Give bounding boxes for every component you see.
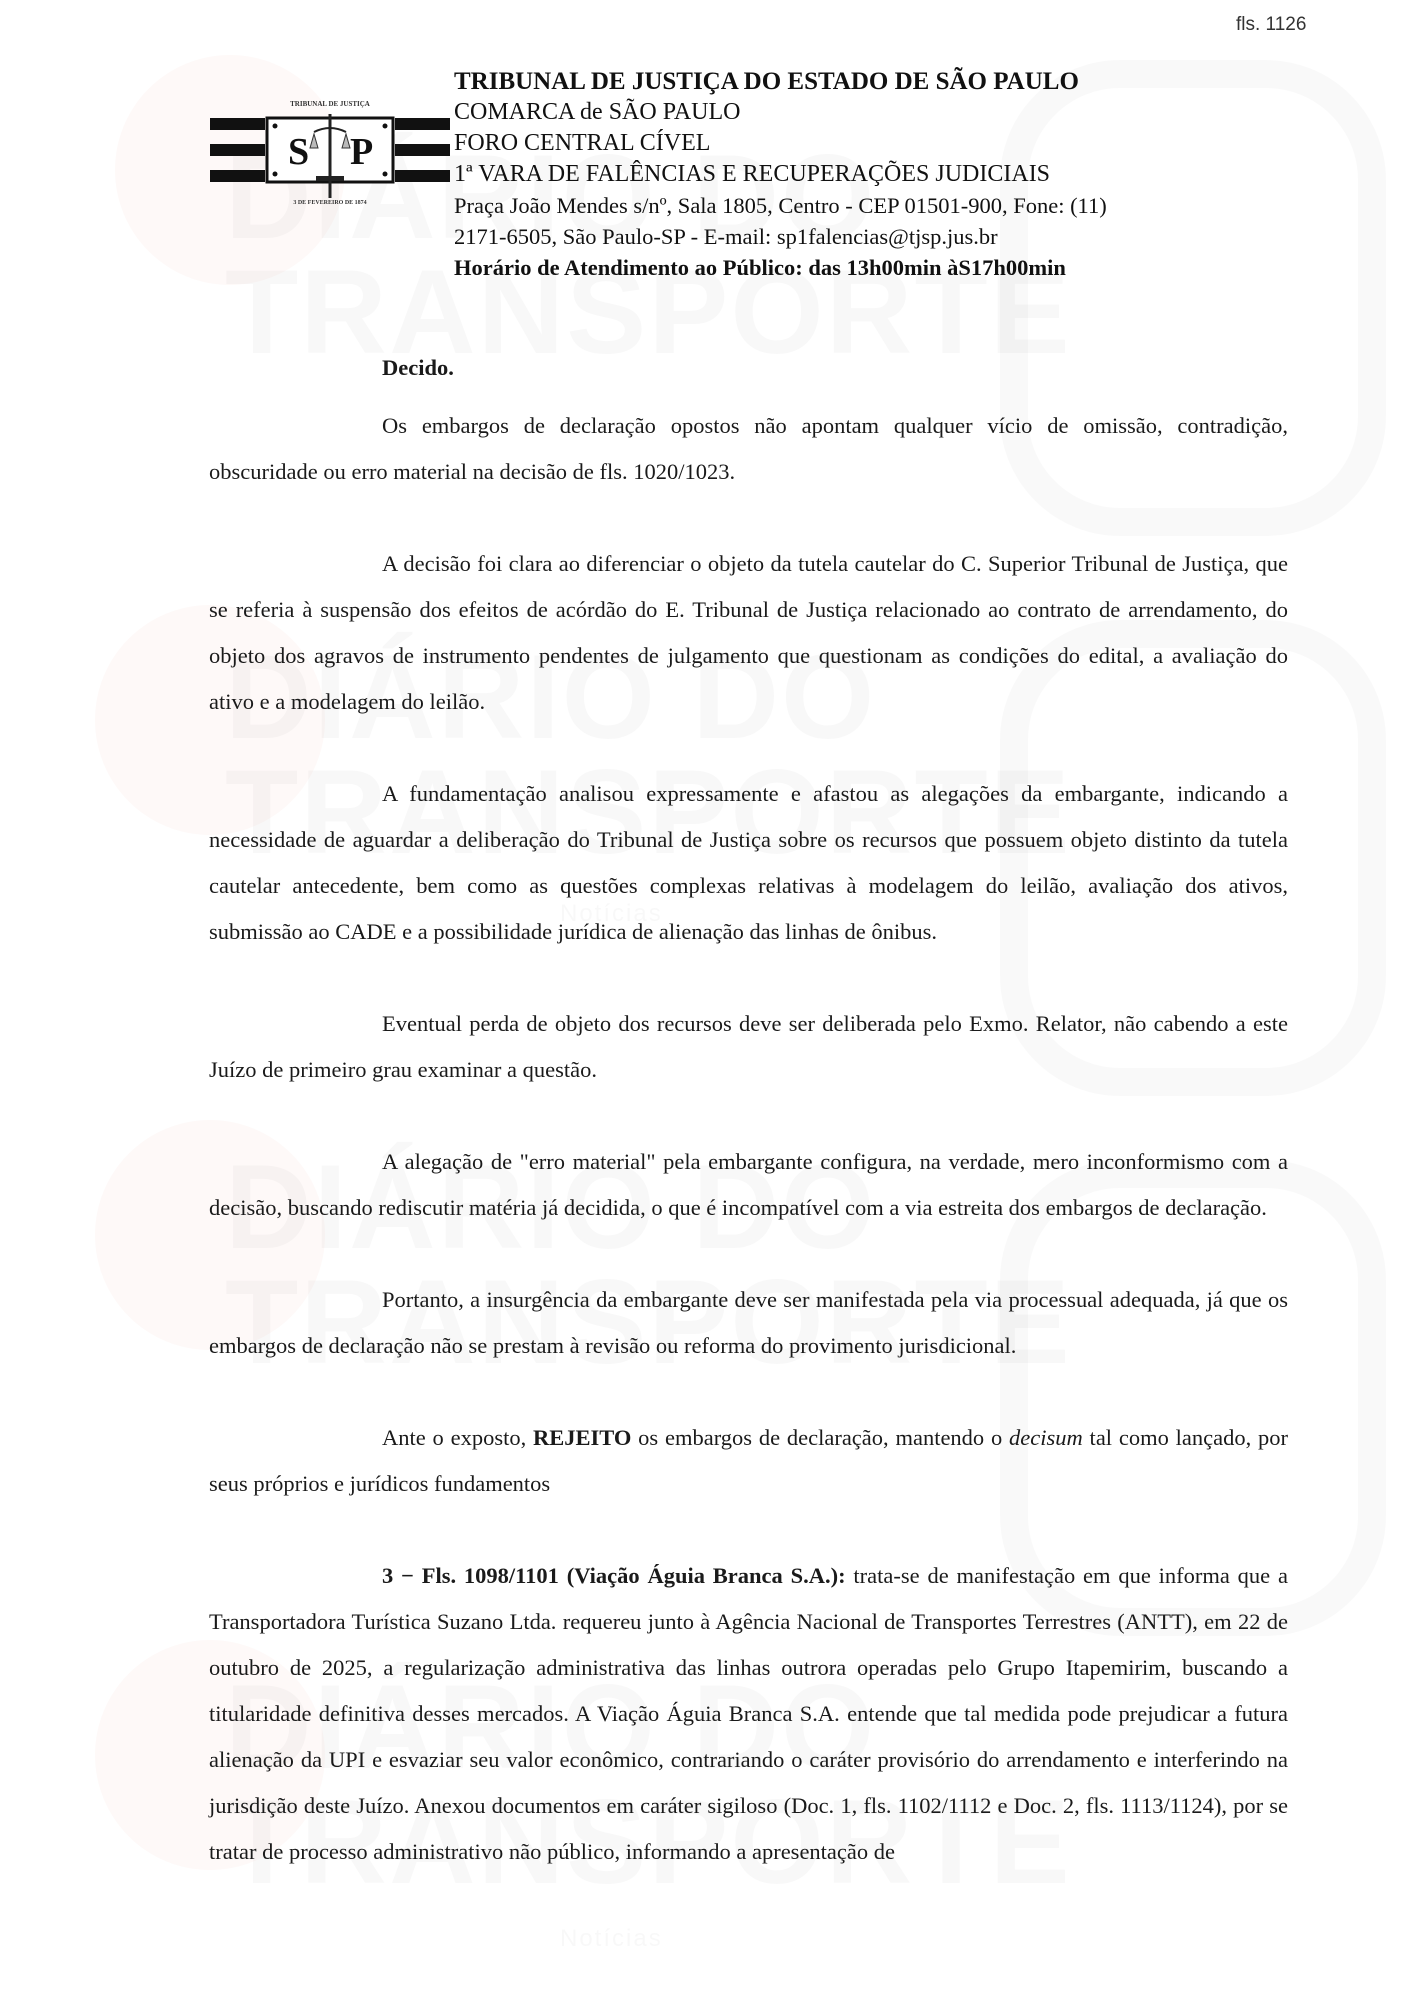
vara: 1ª VARA DE FALÊNCIAS E RECUPERAÇÕES JUDICIAIS <box>454 161 1051 187</box>
rejection-text-end: tal como lançado, por seus próprios e jurídicos fundamentos <box>209 1425 1289 1496</box>
office-hours: Horário de Atendimento ao Público: das 13h00min àS17h00min <box>454 255 1066 280</box>
paragraph: Portanto, a insurgência da embargante deve ser manifestada pela via processual adequada, já que os embargos de declaração não se prestam à revisão ou reforma do provimento jurisdicional. <box>209 1287 1288 1358</box>
paragraph: A alegação de "erro material" pela embargante configura, na verdade, mero inconformismo com a decisão, buscando rediscutir matéria já decidida, o que é incompatível com a via estreita dos embargos de declaração. <box>209 1149 1288 1220</box>
logo-bottom-text: 3 DE FEVEREIRO DE 1874 <box>293 200 367 206</box>
paragraph: A decisão foi clara ao diferenciar o objeto da tutela cautelar do C. Superior Tribunal de Justiça, que se referia à suspensão dos efeitos de acórdão do E. Tribunal de Justiça relacionado ao contrato de arrendamento, do objeto dos agravos de instrumento pendentes de julgamento que questionam as condições do edital, a avaliação do ativo e a modelagem do leilão. <box>209 551 1288 714</box>
item-3-paragraph <box>209 1553 1288 1875</box>
item-3-text: trata-se de manifestação em que informa que a Transportadora Turística Suzano Ltda. requereu junto à Agência Nacional de Transportes Terrestres (ANTT), em 22 de outubro de 2025, a regularização administrativa das linhas outrora operadas pelo Grupo Itapemirim, buscando a titularidade definitiva desses mercados. A Viação Águia Branca S.A. entende que tal medida pode prejudicar a futura alienação da UPI e esvaziar seu valor econômico, contrariando o caráter provisório do arrendamento e interferindo na jurisdição deste Juízo. Anexou documentos em caráter sigiloso (Doc. 1, fls. 1102/1112 e Doc. 2, fls. 1113/1124), por se tratar de processo administrativo não público, informando a apresentação de <box>209 1563 1288 1864</box>
logo-letter-s: S <box>288 131 310 173</box>
foro: FORO CENTRAL CÍVEL <box>454 130 711 156</box>
document-body <box>209 345 1288 1875</box>
court-info <box>454 66 1107 283</box>
document-header <box>210 66 1107 283</box>
paragraph: Eventual perda de objeto dos recursos deve ser deliberada pelo Exmo. Relator, não cabendo a este Juízo de primeiro grau examinar a questão. <box>209 1011 1288 1082</box>
rejection-verdict: REJEITO <box>533 1425 632 1450</box>
section-heading: Decido. <box>382 355 454 380</box>
logo-top-text: TRIBUNAL DE JUSTIÇA <box>290 100 370 108</box>
address-line-2: 2171-6505, São Paulo-SP - E-mail: sp1falencias@tjsp.jus.br <box>454 224 998 249</box>
logo-letter-p: P <box>350 131 374 173</box>
tjsp-coat-of-arms-icon <box>210 86 450 206</box>
rejection-latin-term: decisum <box>1009 1425 1083 1450</box>
rejection-paragraph <box>209 1415 1288 1507</box>
tjsp-logo <box>210 86 450 236</box>
paragraph: Os embargos de declaração opostos não apontam qualquer vício de omissão, contradição, obscuridade ou erro material na decisão de fls. 1020/1023. <box>209 413 1288 484</box>
address-line-1: Praça João Mendes s/nº, Sala 1805, Centro - CEP 01501-900, Fone: (11) <box>454 193 1107 218</box>
comarca: COMARCA de SÃO PAULO <box>454 99 741 125</box>
watermark-tag-2 <box>560 1925 663 1953</box>
rejection-text-middle: os embargos de declaração, mantendo o <box>631 1425 1010 1450</box>
rejection-text-start: Ante o exposto, <box>382 1425 533 1450</box>
item-3-heading: 3 − Fls. 1098/1101 (Viação Águia Branca S.A.): <box>382 1563 846 1588</box>
paragraph: A fundamentação analisou expressamente e afastou as alegações da embargante, indicando a necessidade de aguardar a deliberação do Tribunal de Justiça sobre os recursos que possuem objeto distinto da tutela cautelar antecedente, bem como as questões complexas relativas à modelagem do leilão, avaliação dos ativos, submissão ao CADE e a possibilidade jurídica de alienação das linhas de ônibus. <box>209 781 1288 944</box>
court-title: TRIBUNAL DE JUSTIÇA DO ESTADO DE SÃO PAULO <box>454 68 1079 95</box>
page-number: fls. 1126 <box>1236 14 1307 35</box>
